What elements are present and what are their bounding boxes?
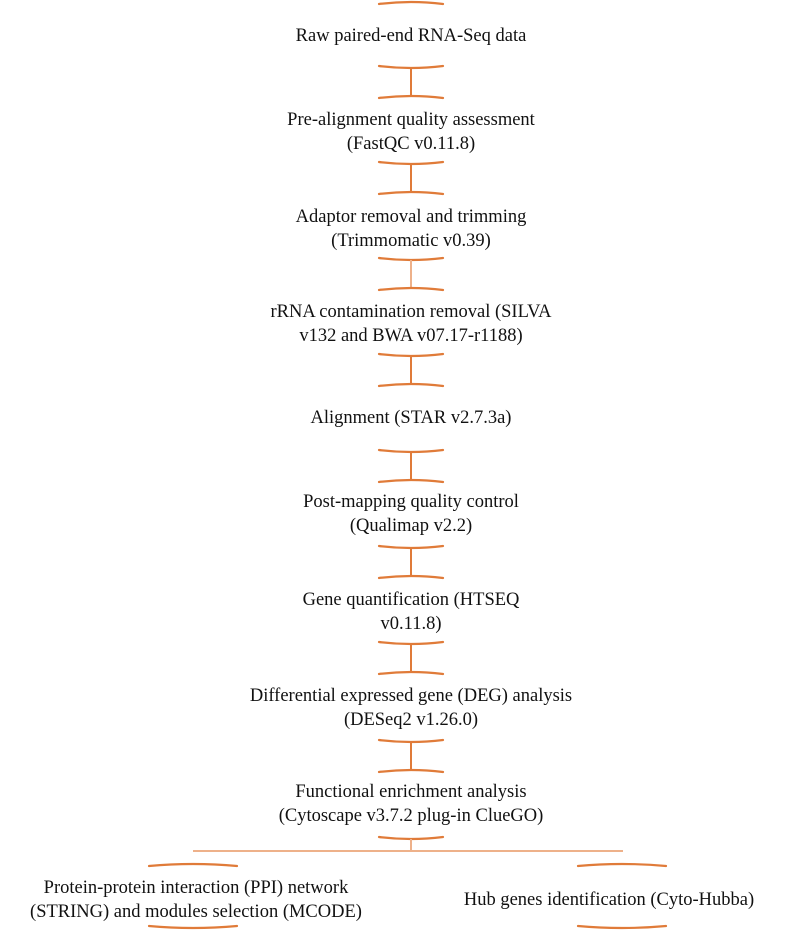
top-bracket-arc (149, 864, 237, 866)
node-label-line: Functional enrichment analysis (295, 782, 527, 802)
bottom-bracket-arc (379, 354, 443, 356)
node-hub-genes (436, 888, 782, 912)
node-deg-analysis (186, 684, 636, 732)
node-functional-enrichment (186, 780, 636, 828)
node-label-line: Gene quantification (HTSEQ (302, 590, 520, 610)
node-label-line: (STRING) and modules selection (MCODE) (30, 902, 362, 922)
node-post-mapping-qc (186, 490, 636, 538)
bottom-bracket-arc (578, 926, 666, 928)
node-label-line: Differential expressed gene (DEG) analysis (249, 686, 573, 706)
bottom-bracket-arc (379, 450, 443, 452)
node-label-line: Raw paired-end RNA-Seq data (295, 26, 527, 46)
node-label-line: Protein-protein interaction (PPI) network (43, 878, 349, 898)
node-label-line: Pre-alignment quality assessment (287, 110, 535, 130)
top-bracket-arc (379, 96, 443, 98)
top-bracket-arc (379, 770, 443, 772)
top-bracket-arc (578, 864, 666, 866)
node-label-line: Alignment (STAR v2.7.3a) (310, 408, 512, 428)
top-bracket-arc (379, 576, 443, 578)
bottom-bracket-arc (379, 162, 443, 164)
node-raw-data (186, 24, 636, 48)
bottom-bracket-arc (379, 642, 443, 644)
bottom-bracket-arc (379, 740, 443, 742)
node-label-line: (Qualimap v2.2) (349, 516, 473, 536)
node-ppi-network (6, 876, 386, 924)
bottom-bracket-arc (379, 66, 443, 68)
top-bracket-arc (379, 2, 443, 4)
node-label-line: Hub genes identification (Cyto-Hubba) (463, 890, 755, 910)
node-label-line: v0.11.8) (380, 614, 442, 634)
bottom-bracket-arc (379, 837, 443, 839)
node-pre-alignment-qc (186, 108, 636, 156)
top-bracket-arc (379, 384, 443, 386)
node-label-line: (DESeq2 v1.26.0) (343, 710, 479, 730)
top-bracket-arc (379, 480, 443, 482)
bottom-bracket-arc (379, 258, 443, 260)
top-bracket-arc (379, 288, 443, 290)
bottom-bracket-arc (379, 546, 443, 548)
node-label-line: (Cytoscape v3.7.2 plug-in ClueGO) (278, 806, 544, 826)
top-bracket-arc (379, 192, 443, 194)
node-label-line: rRNA contamination removal (SILVA (270, 302, 552, 322)
node-label-line: (FastQC v0.11.8) (346, 134, 476, 154)
node-rrna-removal (186, 300, 636, 348)
node-gene-quantification (186, 588, 636, 636)
bottom-bracket-arc (149, 926, 237, 928)
node-label-line: Post-mapping quality control (303, 492, 519, 512)
node-label-line: v132 and BWA v07.17-r1188) (299, 326, 523, 346)
node-alignment (186, 406, 636, 430)
top-bracket-arc (379, 672, 443, 674)
node-label-line: Adaptor removal and trimming (295, 207, 527, 227)
node-label-line: (Trimmomatic v0.39) (331, 231, 491, 251)
node-adaptor-removal (186, 205, 636, 253)
